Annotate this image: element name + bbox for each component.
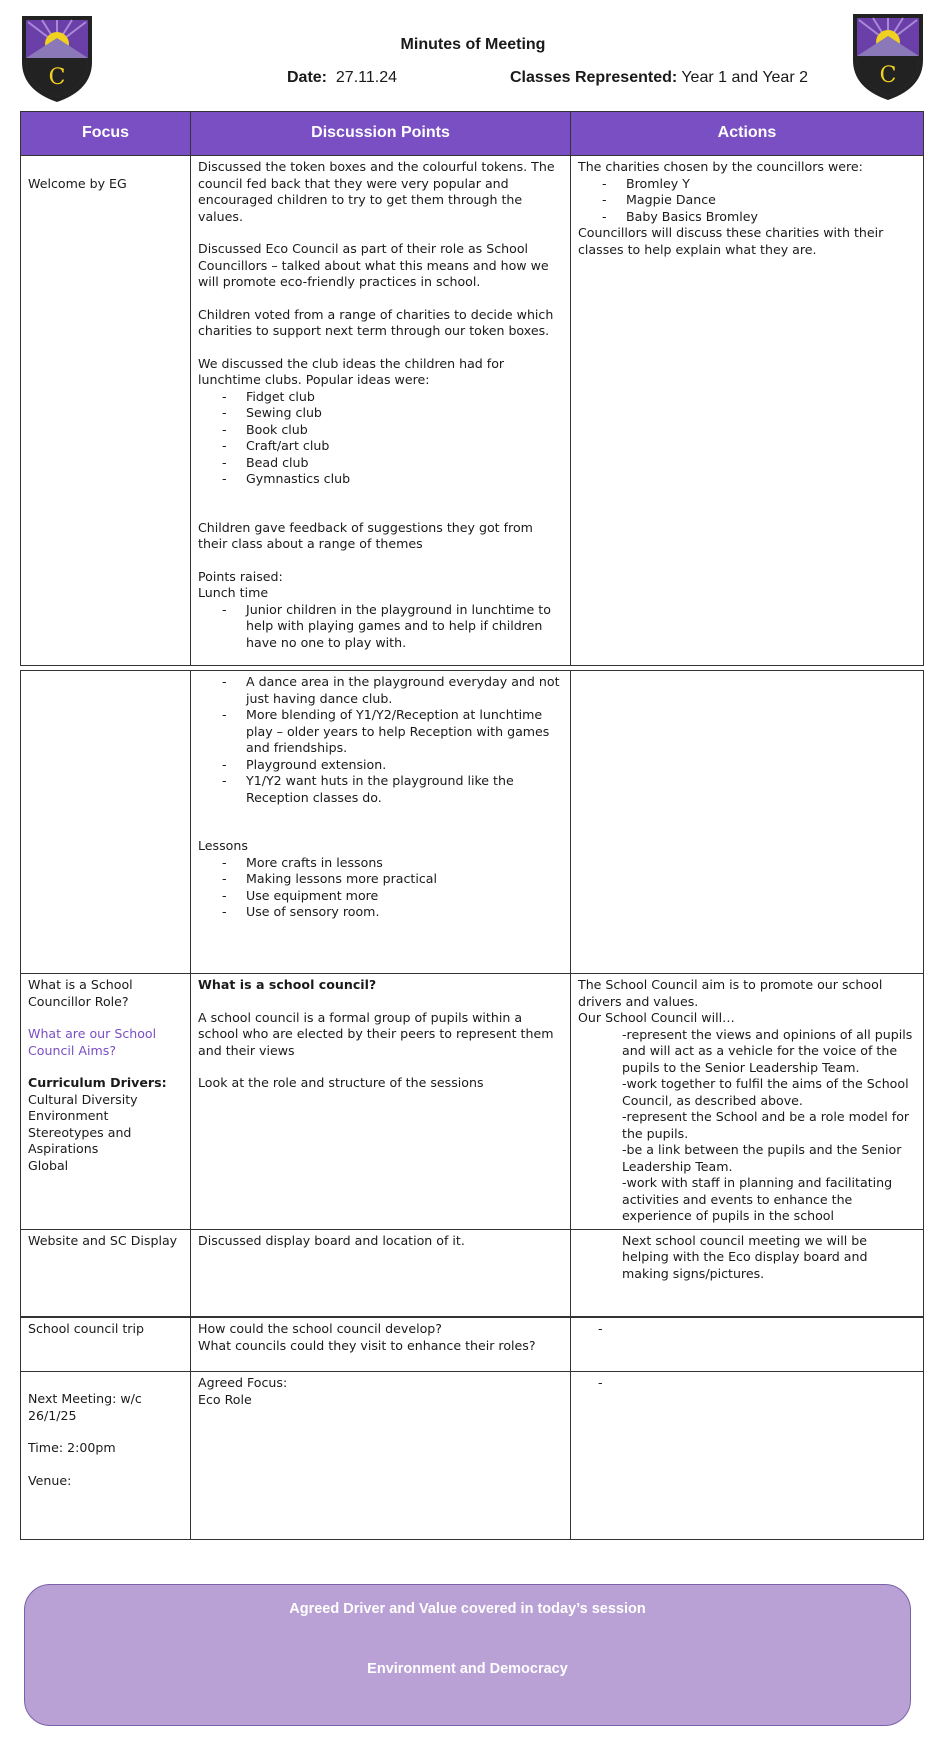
aim-item: -be a link between the pupils and the Senior Leadership Team. xyxy=(622,1142,902,1174)
focus-cell xyxy=(21,1229,191,1316)
school-crest-right xyxy=(851,12,925,102)
discussion-title: What is a school council? xyxy=(198,977,377,992)
discussion-text: Points raised: xyxy=(198,568,283,584)
discussion-text: Eco Role xyxy=(198,1391,252,1407)
discussion-text: We discussed the club ideas the children had for lunchtime clubs. Popular ideas were: xyxy=(198,355,505,387)
list-item: - Baby Basics Bromley xyxy=(626,209,917,226)
discussion-cell xyxy=(191,1372,571,1540)
table-row-continued xyxy=(21,671,924,974)
driver-item: Cultural Diversity xyxy=(28,1091,138,1107)
summary-box xyxy=(24,1584,911,1726)
minutes-table-part3 xyxy=(20,1317,924,1540)
discussion-text: Lunch time xyxy=(198,585,269,600)
focus-text: Welcome by EG xyxy=(28,176,127,191)
list-item: - Sewing club xyxy=(246,405,564,422)
next-meeting-text: Next Meeting: w/c 26/1/25 xyxy=(28,1391,142,1423)
discussion-text: Discussed the token boxes and the colourful tokens. The council fed back that they were very popular and encouraged children to try to get them through the values. xyxy=(198,159,555,224)
actions-cell xyxy=(571,1229,924,1316)
actions-column-header: Actions xyxy=(571,112,924,156)
focus-text: Website and SC Display xyxy=(28,1232,178,1248)
page-title: Minutes of Meeting xyxy=(400,36,546,53)
actions-text: The School Council aim is to promote our school drivers and values. xyxy=(578,977,883,1009)
actions-text: Next school council meeting we will be helping with the Eco display board and making signs/pictures. xyxy=(622,1232,868,1281)
discussion-text: Discussed Eco Council as part of their role as School Councillors – talked about what this means and how we will promote eco-friendly practices in school. xyxy=(198,241,549,289)
meeting-time-text: Time: 2:00pm xyxy=(28,1440,116,1455)
list-item: - A dance area in the playground everyday and not just having dance club. xyxy=(246,674,564,707)
table-row-trip xyxy=(21,1318,924,1372)
lunch-list xyxy=(198,674,564,806)
actions-cell xyxy=(571,671,924,974)
table-header-row xyxy=(21,112,924,156)
lessons-list xyxy=(198,855,564,921)
focus-cell xyxy=(21,1318,191,1372)
summary-heading: Agreed Driver and Value covered in today’s session xyxy=(289,1601,646,1617)
discussion-text: Agreed Focus: xyxy=(198,1375,288,1390)
svg-text:C: C xyxy=(879,63,897,88)
discussion-cell xyxy=(191,1229,571,1316)
list-item: - Fidget club xyxy=(246,389,564,406)
actions-cell xyxy=(571,156,924,666)
classes-value: Year 1 and Year 2 xyxy=(681,69,808,86)
actions-text: - xyxy=(598,1321,603,1336)
list-item: - Making lessons more practical xyxy=(246,871,564,888)
school-crest-icon xyxy=(20,14,94,104)
focus-cell xyxy=(21,671,191,974)
focus-column-header: Focus xyxy=(21,112,191,156)
list-item: - Gymnastics club xyxy=(246,471,564,488)
meeting-date xyxy=(287,69,397,87)
aim-item: -work with staff in planning and facilitating activities and events to enhance the experience of pupils in the school xyxy=(622,1175,893,1223)
focus-text: School council trip xyxy=(28,1321,144,1336)
focus-cell xyxy=(21,974,191,1230)
focus-cell xyxy=(21,1372,191,1540)
table-row-welcome xyxy=(21,156,924,666)
aim-item: -represent the School and be a role model for the pupils. xyxy=(622,1109,910,1141)
list-item: - Craft/art club xyxy=(246,438,564,455)
list-item: - Junior children in the playground in lunchtime to help with playing games and to help if children have no one to play with. xyxy=(246,602,564,652)
charities-list xyxy=(578,176,917,226)
school-crest-icon xyxy=(851,12,925,102)
aim-item: -work together to fulfil the aims of the School Council, as described above. xyxy=(622,1076,909,1108)
date-value: 27.11.24 xyxy=(335,69,397,86)
aim-item: -represent the views and opinions of all pupils and will act as a vehicle for the voice of the pupils to the Senior Leadership Team. xyxy=(622,1026,913,1075)
driver-item: Environment xyxy=(28,1108,109,1123)
discussion-text: Children voted from a range of charities to decide which charities to support next term through our token boxes. xyxy=(198,306,554,338)
list-item: - Magpie Dance xyxy=(626,192,917,209)
svg-text:C: C xyxy=(48,65,66,90)
classes-represented xyxy=(510,69,808,87)
discussion-text: Lessons xyxy=(198,838,248,853)
focus-text-aims: What are our School Council Aims? xyxy=(28,1026,157,1058)
actions-text: Councillors will discuss these charities with their classes to help explain what they are. xyxy=(578,225,884,257)
list-item: - More crafts in lessons xyxy=(246,855,564,872)
classes-label: Classes Represented: xyxy=(510,69,678,86)
focus-cell xyxy=(21,156,191,666)
actions-text: The charities chosen by the councillors were: xyxy=(578,159,863,174)
discussion-text: Look at the role and structure of the sessions xyxy=(198,1075,484,1090)
discussion-cell xyxy=(191,1318,571,1372)
table-row-website xyxy=(21,1229,924,1316)
discussion-text: What councils could they visit to enhance their roles? xyxy=(198,1337,536,1353)
date-label: Date: xyxy=(287,69,328,86)
meeting-venue-text: Venue: xyxy=(28,1472,72,1488)
summary-value: Environment and Democracy xyxy=(367,1661,568,1677)
discussion-cell xyxy=(191,156,571,666)
actions-text: - xyxy=(598,1375,603,1390)
discussion-text: Children gave feedback of suggestions they got from their class about a range of themes xyxy=(198,519,533,551)
actions-text: Our School Council will… xyxy=(578,1010,735,1025)
discussion-column-header: Discussion Points xyxy=(191,112,571,156)
minutes-table-part1 xyxy=(20,111,924,666)
discussion-text: How could the school council develop? xyxy=(198,1321,442,1336)
discussion-text: Discussed display board and location of it. xyxy=(198,1232,465,1248)
list-item: - Book club xyxy=(246,422,564,439)
lunch-list xyxy=(198,602,564,652)
clubs-list xyxy=(198,389,564,488)
actions-cell xyxy=(571,1372,924,1540)
discussion-cell xyxy=(191,671,571,974)
driver-item: Stereotypes and Aspirations xyxy=(28,1124,132,1156)
list-item: - Playground extension. xyxy=(246,757,564,774)
school-crest-left xyxy=(20,14,94,104)
table-row-role xyxy=(21,974,924,1230)
discussion-cell xyxy=(191,974,571,1230)
list-item: - More blending of Y1/Y2/Reception at lunchtime play – older years to help Reception with games and friendships. xyxy=(246,707,564,757)
focus-text: What is a School Councillor Role? xyxy=(28,977,133,1009)
actions-cell xyxy=(571,974,924,1230)
list-item: - Use of sensory room. xyxy=(246,904,564,921)
list-item: - Bead club xyxy=(246,455,564,472)
discussion-text: A school council is a formal group of pupils within a school who are elected by their peers to represent them and their views xyxy=(198,1009,554,1058)
list-item: - Bromley Y xyxy=(626,176,917,193)
list-item: - Y1/Y2 want huts in the playground like the Reception classes do. xyxy=(246,773,564,806)
actions-cell xyxy=(571,1318,924,1372)
driver-item: Global xyxy=(28,1157,69,1173)
table-row-next-meeting xyxy=(21,1372,924,1540)
list-item: - Use equipment more xyxy=(246,888,564,905)
curriculum-drivers-label: Curriculum Drivers: xyxy=(28,1075,167,1090)
minutes-table-part2 xyxy=(20,670,924,1317)
